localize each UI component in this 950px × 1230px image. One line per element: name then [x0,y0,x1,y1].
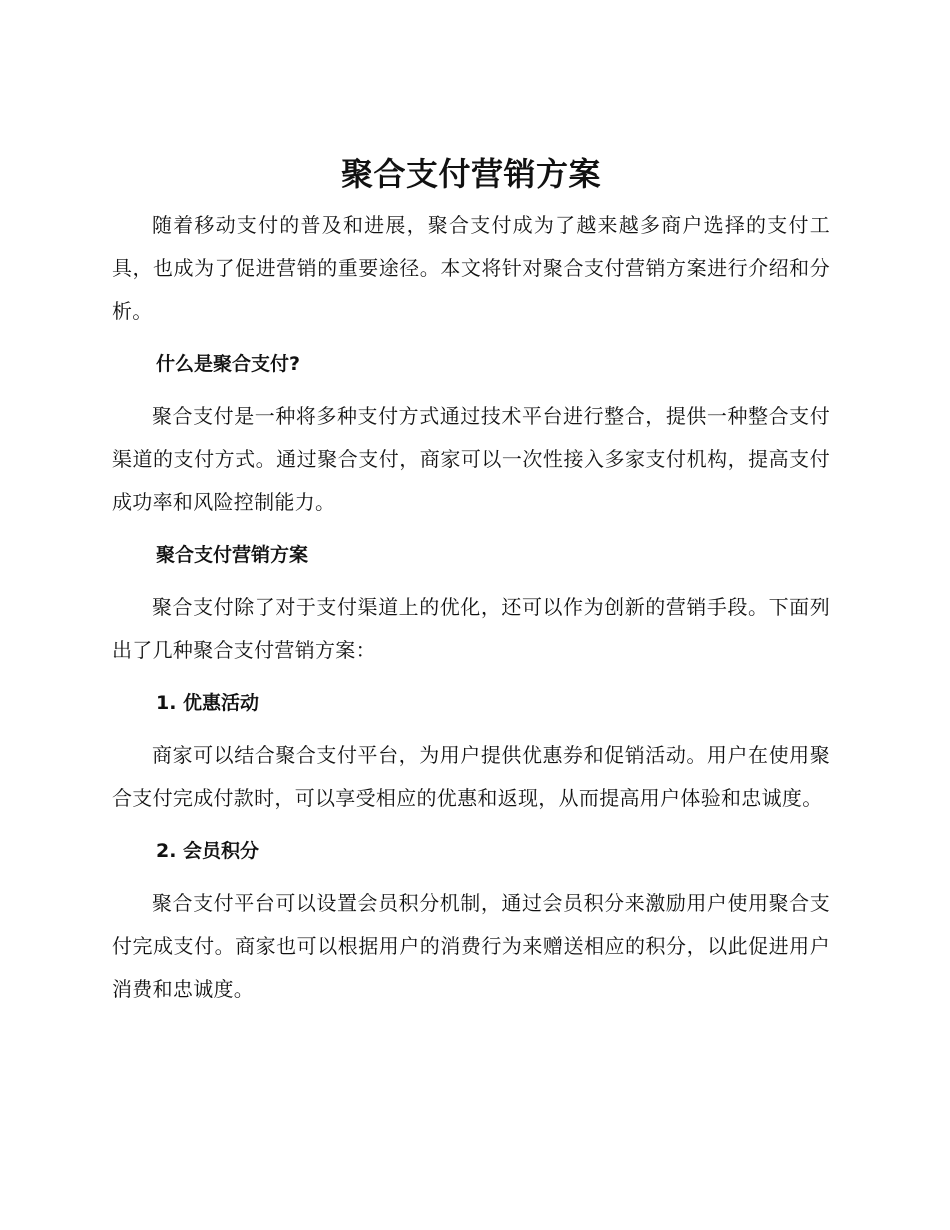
intro-paragraph: 随着移动支付的普及和进展，聚合支付成为了越来越多商户选择的支付工具，也成为了促进营销的重要途径。本文将针对聚合支付营销方案进行介绍和分析。 [112,213,830,323]
section-heading-promotions: 1. 优惠活动 [156,692,260,714]
section-heading-marketing-plan: 聚合支付营销方案 [156,544,309,566]
section-heading-what-is: 什么是聚合支付? [156,353,301,375]
definition-paragraph: 聚合支付是一种将多种支付方式通过技术平台进行整合，提供一种整合支付渠道的支付方式。通过聚合支付，商家可以一次性接入多家支付机构，提高支付成功率和风险控制能力。 [112,404,830,514]
promotions-paragraph: 商家可以结合聚合支付平台，为用户提供优惠券和促销活动。用户在使用聚合支付完成付款时，可以享受相应的优惠和返现，从而提高用户体验和忠诚度。 [112,743,830,810]
document-body [112,150,830,1011]
marketing-intro-paragraph: 聚合支付除了对于支付渠道上的优化，还可以作为创新的营销手段。下面列出了几种聚合支付营销方案： [112,595,830,662]
member-points-paragraph: 聚合支付平台可以设置会员积分机制，通过会员积分来激励用户使用聚合支付完成支付。商家也可以根据用户的消费行为来赠送相应的积分，以此促进用户消费和忠诚度。 [112,891,830,1001]
section-heading-member-points: 2. 会员积分 [156,840,260,862]
document-title: 聚合支付营销方案 [340,155,601,193]
